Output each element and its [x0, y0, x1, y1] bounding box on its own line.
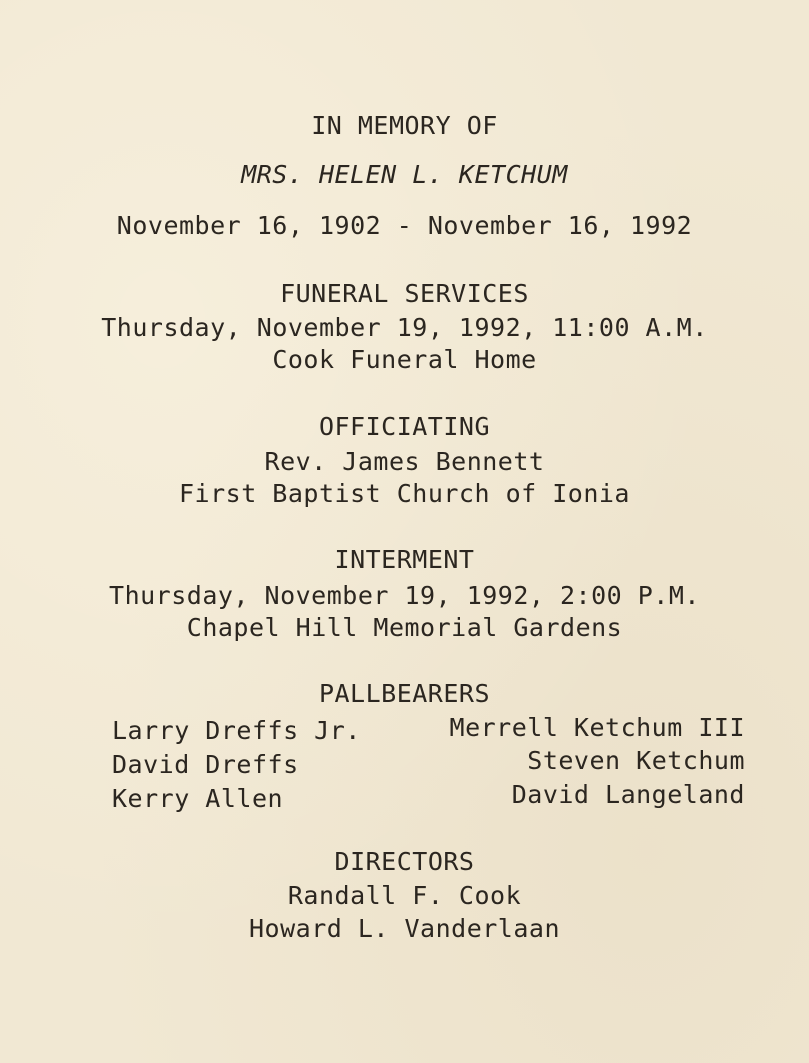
- pallbearers-heading: PALLBEARERS: [318, 679, 491, 708]
- officiating-heading: OFFICIATING: [318, 412, 491, 441]
- officiating-name: Rev. James Bennett: [264, 447, 545, 476]
- pallbearer-name: Kerry Allen: [112, 784, 284, 813]
- pallbearer-name: Larry Dreffs Jr.: [112, 716, 361, 745]
- director-name: Howard L. Vanderlaan: [248, 914, 561, 943]
- funeral-services-heading: FUNERAL SERVICES: [280, 279, 529, 308]
- directors-heading: DIRECTORS: [334, 847, 475, 876]
- pallbearer-name: Steven Ketchum: [527, 746, 745, 775]
- interment-location: Chapel Hill Memorial Gardens: [186, 613, 623, 642]
- pallbearer-name: David Langeland: [511, 780, 745, 809]
- pallbearer-name: Merrell Ketchum III: [449, 713, 745, 742]
- officiating-church: First Baptist Church of Ionia: [179, 479, 630, 508]
- interment-datetime: Thursday, November 19, 1992, 2:00 P.M.: [109, 581, 700, 610]
- memorial-title: IN MEMORY OF: [311, 111, 498, 140]
- funeral-services-datetime: Thursday, November 19, 1992, 11:00 A.M.: [101, 313, 708, 342]
- funeral-services-location: Cook Funeral Home: [272, 345, 537, 374]
- director-name: Randall F. Cook: [287, 881, 522, 910]
- life-dates: November 16, 1902 - November 16, 1992: [116, 211, 693, 240]
- interment-heading: INTERMENT: [334, 545, 475, 574]
- deceased-name: MRS. HELEN L. KETCHUM: [241, 160, 568, 189]
- pallbearer-name: David Dreffs: [112, 750, 299, 779]
